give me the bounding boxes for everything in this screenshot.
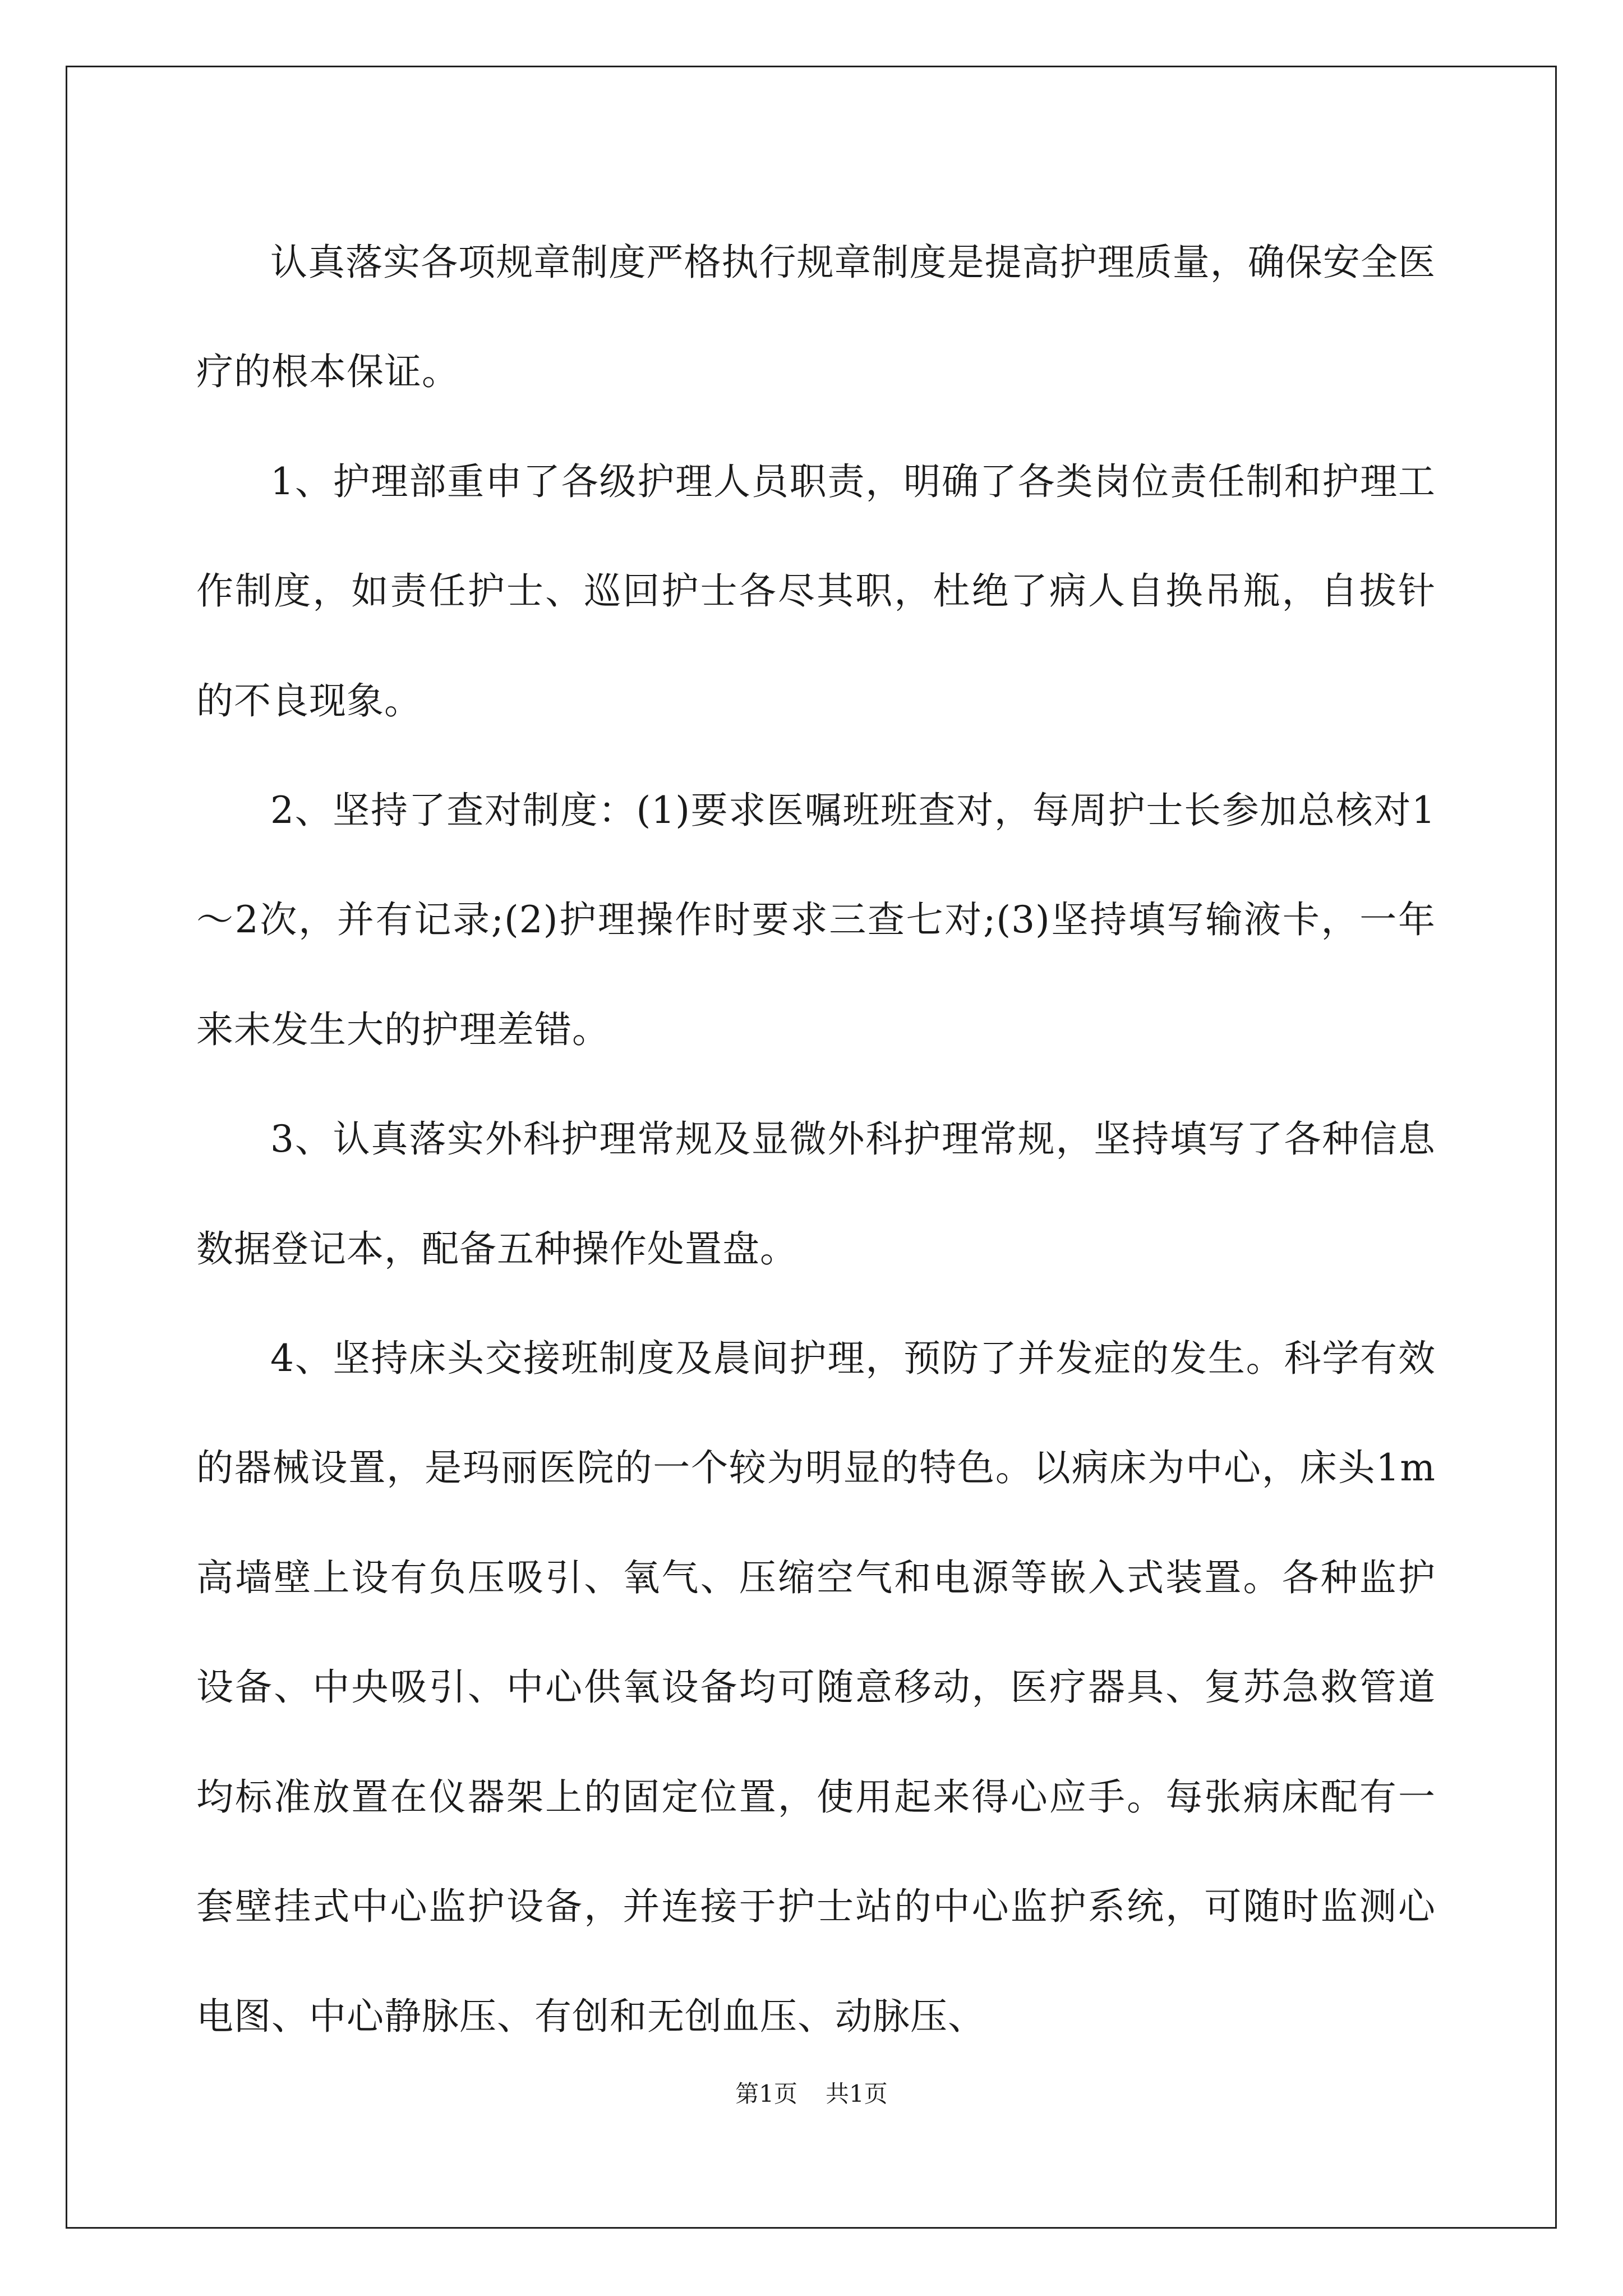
paragraph: 2、坚持了查对制度：(1)要求医嘱班班查对，每周护士长参加总核对1～2次，并有记录;(2)护理操作时要求三查七对;(3)坚持填写输液卡，一年来未发生大的护理差错。 — [196, 789, 1436, 1051]
document-body — [196, 208, 1436, 2071]
paragraph: 4、坚持床头交接班制度及晨间护理，预防了并发症的发生。科学有效的器械设置，是玛丽医院的一个较为明显的特色。以病床为中心，床头1m高墙壁上设有负压吸引、氧气、压缩空气和电源等嵌入式装置。各种监护设备、中央吸引、中心供氧设备均可随意移动，医疗器具、复苏急救管道均标准放置在仪器架上的固定位置，使用起来得心应手。每张病床配有一套壁挂式中心监护设备，并连接于护士站的中心监护系统，可随时监测心电图、中心静脉压、有创和无创血压、动脉压、 — [196, 1337, 1436, 2038]
page-total: 共1页 — [826, 2080, 888, 2108]
page-footer — [0, 2076, 1623, 2109]
paragraph: 1、护理部重申了各级护理人员职责，明确了各类岗位责任制和护理工作制度，如责任护士、巡回护士各尽其职，杜绝了病人自换吊瓶，自拔针的不良现象。 — [196, 459, 1436, 723]
page-number: 第1页 — [735, 2080, 797, 2108]
paragraph: 3、认真落实外科护理常规及显微外科护理常规，坚持填写了各种信息数据登记本，配备五种操作处置盘。 — [196, 1117, 1436, 1271]
paragraph: 认真落实各项规章制度严格执行规章制度是提高护理质量，确保安全医疗的根本保证。 — [196, 241, 1436, 394]
